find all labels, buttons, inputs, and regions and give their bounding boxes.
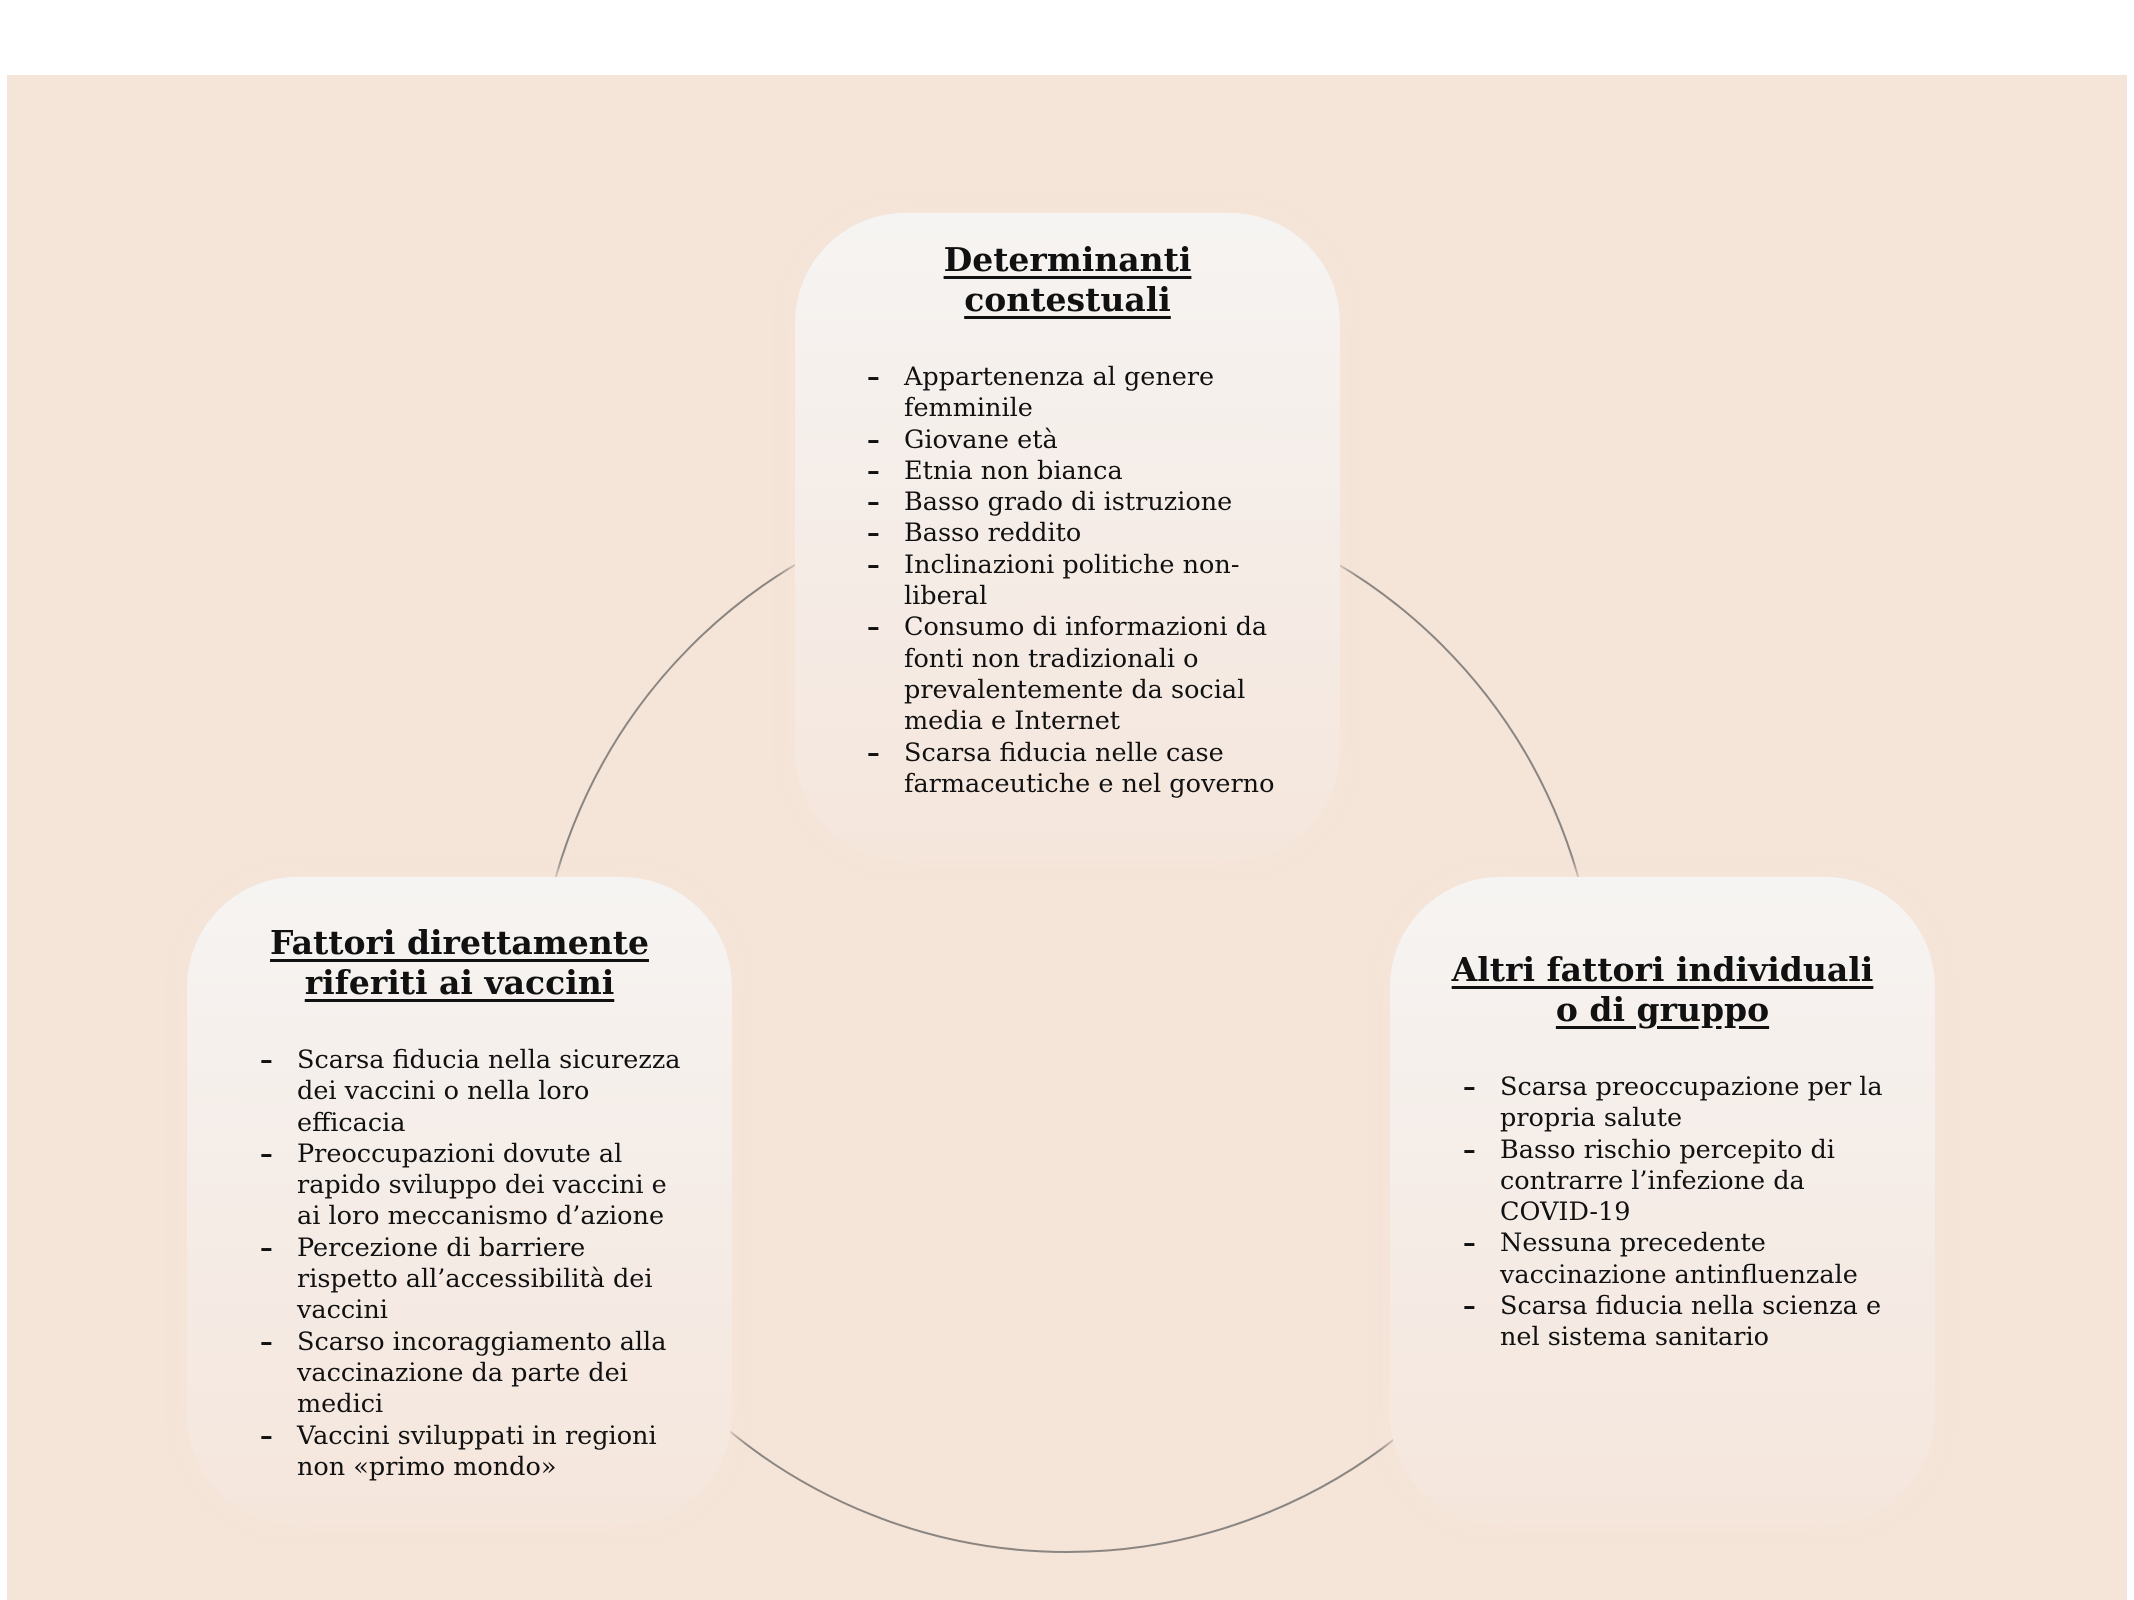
list-item-line: – Consumo di informazioni da [904, 612, 1268, 643]
list-item-line: nel sistema sanitario [1500, 1322, 1769, 1353]
list-item-line: – Percezione di barriere [297, 1232, 586, 1263]
list-item-line: vaccini [297, 1295, 388, 1326]
list-item [260, 1421, 732, 1484]
node-vaccine-factors [187, 877, 732, 1525]
list-item [867, 518, 1340, 549]
node-title [1390, 950, 1935, 1030]
list-item-line: – Nessuna precedente [1500, 1228, 1766, 1259]
list-item-line: dei vaccini o nella loro [297, 1076, 590, 1107]
list-item-line: liberal [904, 581, 988, 612]
list-item-line: vaccinazione antinfluenzale [1500, 1259, 1858, 1290]
list-item [867, 612, 1340, 737]
list-item-line: – Appartenenza al genere [904, 362, 1215, 392]
list-item-line: vaccinazione da parte dei [297, 1357, 628, 1388]
vaccine-factors-list [260, 1045, 732, 1483]
determinants-list [867, 362, 1340, 800]
list-item [867, 362, 1340, 425]
list-item-line: – Scarsa fiducia nella sicurezza [297, 1045, 681, 1075]
list-item-line: fonti non tradizionali o [904, 643, 1199, 674]
node-title [795, 240, 1340, 320]
list-item-line: media e Internet [904, 706, 1121, 737]
list-item-line: propria salute [1500, 1103, 1683, 1134]
list-item [260, 1327, 732, 1421]
node-title [187, 923, 732, 1003]
list-item [867, 456, 1340, 487]
list-item-line: – Scarsa fiducia nella scienza e [1500, 1291, 1882, 1322]
list-item-line: ai loro meccanismo d’azione [297, 1201, 665, 1232]
list-item [260, 1045, 732, 1139]
title-line: Altri fattori individuali [1451, 950, 1874, 989]
list-item [867, 487, 1340, 518]
list-item-line: efficacia [297, 1107, 406, 1138]
list-item-line: rispetto all’accessibilità dei [297, 1264, 653, 1295]
list-item [1463, 1072, 1935, 1135]
list-item-line: – Inclinazioni politiche non- [904, 549, 1240, 580]
list-item-line: non «primo mondo» [297, 1451, 557, 1482]
title-line: Fattori direttamente [270, 923, 649, 962]
title-line: riferiti ai vaccini [304, 963, 615, 1002]
list-item-line: femminile [904, 393, 1033, 424]
title-line: contestuali [964, 280, 1171, 319]
list-item-line: COVID-19 [1500, 1197, 1631, 1228]
list-item-line: – Scarsa preoccupazione per la [1500, 1072, 1883, 1102]
list-item [260, 1233, 732, 1327]
title-line: Determinanti [943, 240, 1192, 279]
list-item [260, 1139, 732, 1233]
list-item-line: – Scarsa fiducia nelle case [904, 737, 1224, 768]
list-item-line: medici [297, 1389, 384, 1420]
list-item-line: – Basso rischio percepito di [1500, 1134, 1835, 1165]
list-item-line: – Preoccupazioni dovute al [297, 1138, 623, 1169]
list-item-line: contrarre l’infezione da [1500, 1165, 1805, 1196]
list-item-line: – Vaccini sviluppati in regioni [297, 1420, 657, 1451]
list-item-line: – Scarso incoraggiamento alla [297, 1326, 667, 1357]
list-item [867, 550, 1340, 613]
list-item-line: farmaceutiche e nel governo [904, 768, 1275, 799]
list-item-line: – Giovane età [904, 424, 1058, 455]
node-individual-group-factors [1390, 877, 1935, 1525]
node-contextual-determinants [795, 213, 1340, 861]
list-item-line: prevalentemente da social [904, 674, 1246, 705]
title-line: o di gruppo [1555, 990, 1770, 1029]
individual-factors-list [1463, 1072, 1935, 1354]
list-item-line: rapido sviluppo dei vaccini e [297, 1170, 667, 1201]
list-item [867, 425, 1340, 456]
list-item [1463, 1228, 1935, 1291]
list-item-line: – Basso reddito [904, 518, 1082, 549]
list-item [867, 738, 1340, 801]
list-item-line: – Etnia non bianca [904, 455, 1123, 486]
list-item [1463, 1135, 1935, 1229]
list-item-line: – Basso grado di istruzione [904, 487, 1233, 518]
list-item [1463, 1291, 1935, 1354]
